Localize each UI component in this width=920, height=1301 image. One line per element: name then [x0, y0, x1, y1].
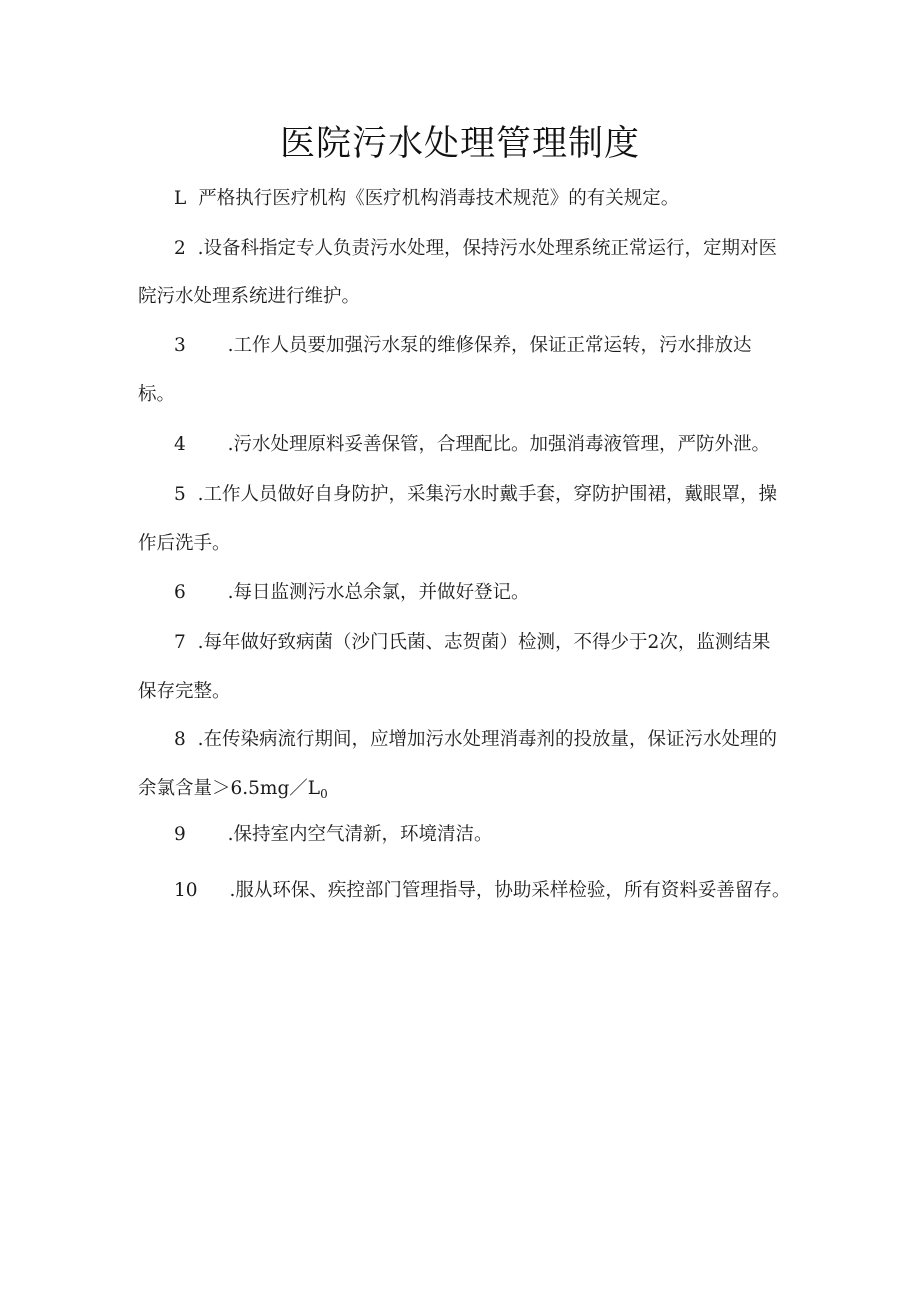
item-number: 6 [174, 582, 186, 603]
item-text: .工作人员做好自身防护，采集污水时戴手套，穿防护围裙，戴眼罩，操 [197, 484, 778, 505]
item-6 [174, 578, 530, 604]
item-text: .保持室内空气清新，环境清洁。 [227, 824, 493, 845]
item-2 [174, 234, 777, 260]
item-5 [174, 480, 777, 506]
item-8 [174, 725, 777, 751]
item-number: 8 [174, 729, 186, 750]
item-number: 2 [174, 238, 186, 259]
item-number: 5 [174, 484, 186, 505]
document-title: 医院污水处理管理制度 [279, 124, 640, 164]
item-text: 严格执行医疗机构《医疗机构消毒技术规范》的有关规定。 [198, 188, 680, 209]
subscript: 0 [320, 787, 328, 801]
item-number: 4 [174, 434, 186, 455]
item-number: 7 [174, 632, 186, 653]
item-3 [174, 331, 752, 357]
item-1 [174, 184, 679, 210]
item-2-continuation: 院污水处理系统进行维护。 [138, 286, 361, 307]
item-text: .服从环保、疾控部门管理指导，协助采样检验，所有资料妥善留存。 [229, 880, 791, 901]
item-number: 3 [174, 335, 186, 356]
item-text: .设备科指定专人负责污水处理，保持污水处理系统正常运行，定期对医 [197, 238, 778, 259]
item-7-continuation: 保存完整。 [138, 681, 231, 702]
item-number: L [174, 188, 187, 209]
item-text: .每年做好致病菌（沙门氏菌、志贺菌）检测，不得少于2次，监测结果 [197, 632, 771, 653]
item-text: 余氯含量＞6.5mg／L [138, 778, 321, 799]
item-5-continuation: 作后洗手。 [138, 533, 231, 554]
item-number: 9 [174, 824, 186, 845]
item-text: .污水处理原料妥善保管，合理配比。加强消毒液管理，严防外泄。 [227, 434, 771, 455]
item-7 [174, 628, 770, 654]
item-10 [174, 876, 790, 902]
item-8-continuation [138, 774, 328, 801]
item-text: .每日监测污水总余氯，并做好登记。 [227, 582, 530, 603]
item-text: .在传染病流行期间，应增加污水处理消毒剂的投放量，保证污水处理的 [197, 729, 778, 750]
item-number: 10 [174, 880, 198, 901]
item-3-continuation: 标。 [138, 384, 176, 405]
item-text: .工作人员要加强污水泵的维修保养，保证正常运转，污水排放达 [227, 335, 752, 356]
item-9 [174, 820, 493, 846]
item-4 [174, 430, 770, 456]
